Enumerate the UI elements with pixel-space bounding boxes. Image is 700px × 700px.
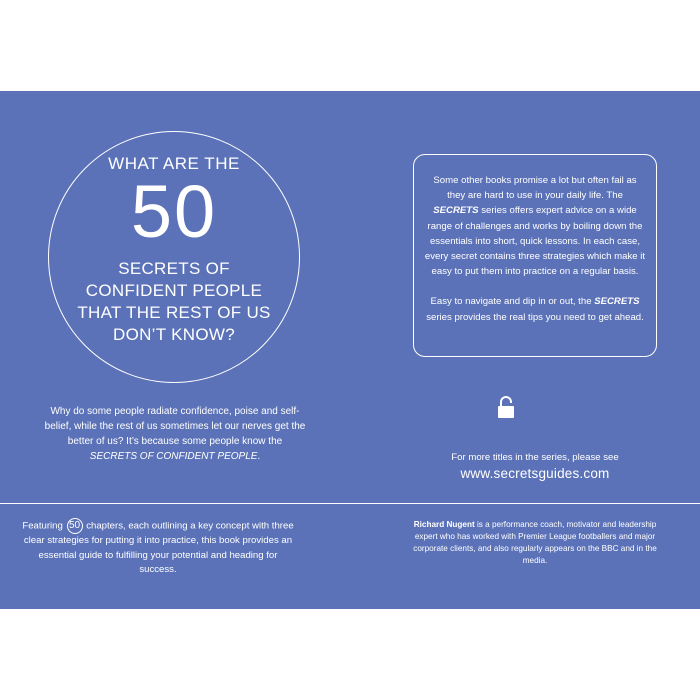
series-paragraph-2: Easy to navigate and dip in or out, the SECRETS series provides the real tips you need to get ahead. [426,296,644,323]
headline-circle [48,131,300,383]
feature-paragraph: Featuring 50 chapters, each outlining a key concept with three clear strategies for putting it into practice, this book provides an essential guide to fulfilling your potential and heading for success. [22,520,294,576]
back-cover [0,91,700,609]
intro-end: . [257,451,261,462]
headline-top: WHAT ARE THE [108,154,240,173]
series-emphasis: SECRETS [433,205,479,217]
lock-icon [496,395,516,419]
headline-line: SECRETS OF [118,259,230,278]
author-name: Richard Nugent [413,520,475,529]
headline-line: CONFIDENT PEOPLE [85,281,263,300]
headline-number: 50 [130,170,218,253]
intro-paragraph [44,404,306,464]
series-emphasis: SECRETS [594,296,640,308]
author-text: is a performance coach, motivator and leadership expert who has worked with Premier League footballers and major corporate clients, and also regularly appears on the BBC and in the media. [413,520,657,565]
more-titles [413,451,657,483]
headline-bottom [49,258,299,346]
more-titles-label: For more titles in the series, please see [451,452,619,463]
headline-line: DON’T KNOW? [113,325,235,344]
intro-emphasis: SECRETS OF CONFIDENT PEOPLE [89,451,258,462]
series-paragraph-1: Some other books promise a lot but often fail as they are hard to use in your daily life. The SECRETS series offers expert advice on a wide range of challenges and works by boiling down the essentials into short, quick lessons. In each case, every secret contains three strategies which make it easy to put them into practice on a regular basis. [424,175,646,278]
author-bio [409,519,661,567]
section-divider [0,503,700,504]
intro-text: Why do some people radiate confidence, poise and self-belief, while the rest of us sometimes let our nerves get the better of us? It’s because some people know the [44,406,306,447]
website-link[interactable]: www.secretsguides.com [460,466,610,481]
chapter-count-badge: 50 [67,518,83,534]
series-box [413,154,657,357]
headline-line: THAT THE REST OF US [77,303,271,322]
